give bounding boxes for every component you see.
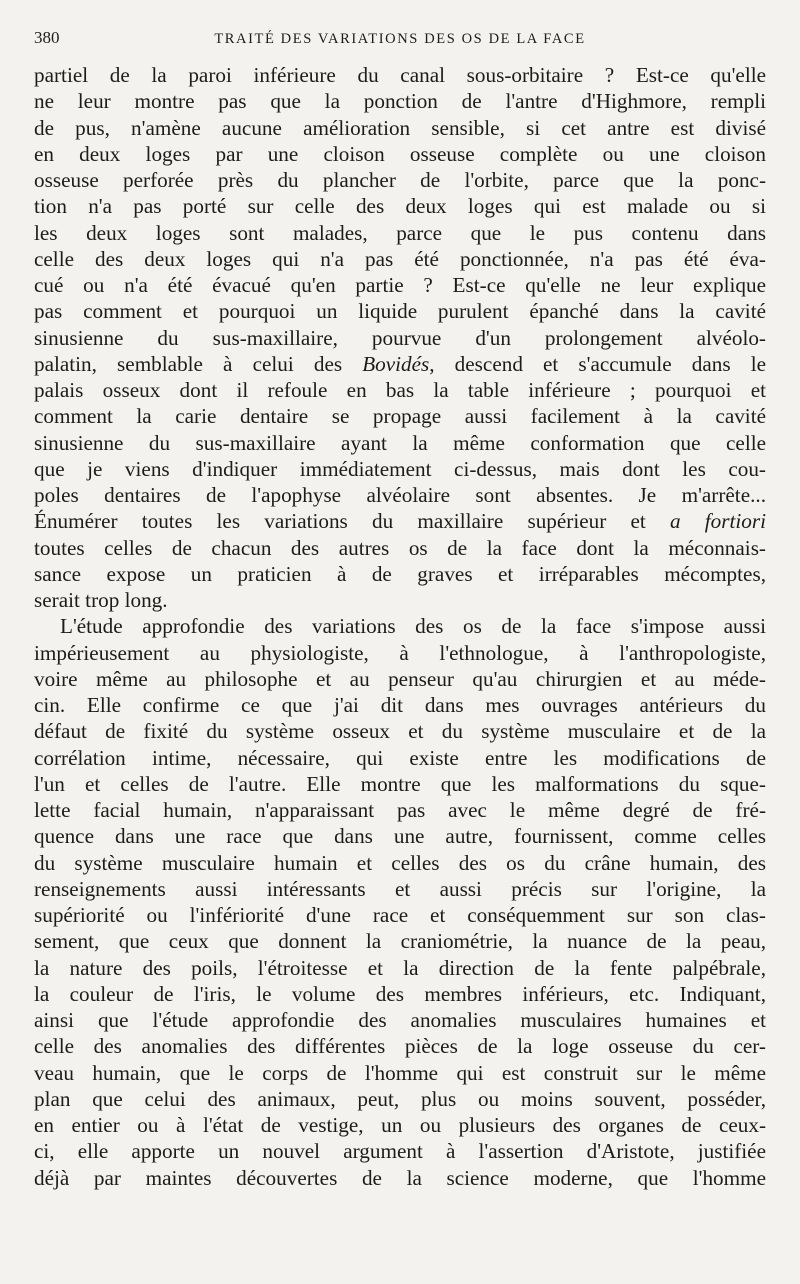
- text-line: l'un et celles de l'autre. Elle montre que les malformations du sque-: [34, 771, 766, 796]
- text-line: sance expose un praticien à de graves et irréparables mécomptes,: [34, 561, 766, 586]
- text-line: celle des deux loges qui n'a pas été ponctionnée, n'a pas été éva-: [34, 246, 766, 271]
- text-line: L'étude approfondie des variations des os de la face s'impose aussi: [60, 614, 766, 639]
- text-segment: Énumérer toutes les variations du maxillaire supérieur et: [34, 509, 670, 534]
- text-line: sinusienne du sus-maxillaire, pourvue d'un prolongement alvéolo-: [34, 325, 766, 350]
- text-line: en entier ou à l'état de vestige, un ou plusieurs des organes de ceux-: [34, 1113, 766, 1137]
- text-line: [34, 508, 766, 534]
- text-line: impérieusement au physiologiste, à l'ethnologue, à l'anthropologiste,: [34, 640, 766, 665]
- text-line: de pus, n'amène aucune amélioration sensible, si cet antre est divisé: [34, 115, 766, 140]
- text-line: ne leur montre pas que la ponction de l'antre d'Highmore, rempli: [34, 89, 766, 114]
- text-line: corrélation intime, nécessaire, qui existe entre les modifications de: [34, 745, 766, 770]
- text-line: sement, que ceux que donnent la craniométrie, la nuance de la peau,: [34, 929, 766, 954]
- text-line: renseignements aussi intéressants et aussi précis sur l'origine, la: [34, 876, 766, 901]
- text-line: plan que celui des animaux, peut, plus ou moins souvent, posséder,: [34, 1086, 766, 1111]
- text-line: celle des anomalies des différentes pièces de la loge osseuse du cer-: [34, 1034, 766, 1059]
- text-line: cué ou n'a été évacué qu'en partie ? Est-ce qu'elle ne leur explique: [34, 273, 766, 297]
- page-number: 380: [34, 28, 60, 47]
- text-line: que je viens d'indiquer immédiatement ci-dessus, mais dont les cou-: [34, 456, 766, 481]
- text-line: serait trop long.: [34, 588, 168, 612]
- text-line: supériorité ou l'infériorité d'une race et conséquemment sur son clas-: [34, 903, 766, 927]
- text-line: palais osseux dont il refoule en bas la table inférieure ; pourquoi et: [34, 378, 766, 402]
- text-line: quence dans une race que dans une autre, fournissent, comme celles: [34, 824, 766, 849]
- text-line: tion n'a pas porté sur celle des deux loges qui est malade ou si: [34, 194, 766, 219]
- text-line: la couleur de l'iris, le volume des membres inférieurs, etc. Indiquant,: [34, 981, 766, 1006]
- text-line: défaut de fixité du système osseux et du système musculaire et de la: [34, 719, 766, 744]
- text-line: ainsi que l'étude approfondie des anomalies musculaires humaines et: [34, 1008, 766, 1032]
- text-line: déjà par maintes découvertes de la science moderne, que l'homme: [34, 1165, 766, 1190]
- text-segment: palatin, semblable à celui des: [34, 351, 363, 376]
- text-line: partiel de la paroi inférieure du canal sous-orbitaire ? Est-ce qu'elle: [34, 63, 766, 87]
- text-line: poles dentaires de l'apophyse alvéolaire sont absentes. Je m'arrête...: [34, 483, 766, 507]
- text-line: sinusienne du sus-maxillaire ayant la même conformation que celle: [34, 430, 766, 455]
- text-line: veau humain, que le corps de l'homme qui est construit sur le même: [34, 1060, 766, 1085]
- running-title: TRAITÉ DES VARIATIONS DES OS DE LA FACE: [214, 31, 586, 47]
- italic-term: a fortiori: [669, 509, 766, 534]
- text-line: en deux loges par une cloison osseuse complète ou une cloison: [34, 141, 766, 166]
- body-text: [34, 62, 766, 1191]
- text-line: cin. Elle confirme ce que j'ai dit dans mes ouvrages antérieurs du: [34, 693, 766, 717]
- text-line: osseuse perforée près du plancher de l'orbite, parce que la ponc-: [34, 168, 766, 192]
- text-line: les deux loges sont malades, parce que le pus contenu dans: [34, 220, 766, 245]
- text-line: pas comment et pourquoi un liquide purulent épanché dans la cavité: [34, 299, 766, 324]
- text-line: lette facial humain, n'apparaissant pas avec le même degré de fré-: [34, 798, 766, 822]
- text-line: la nature des poils, l'étroitesse et la direction de la fente palpébrale,: [34, 955, 766, 980]
- text-segment: , descend et s'accumule dans le: [429, 351, 766, 376]
- text-line: toutes celles de chacun des autres os de la face dont la méconnais-: [34, 535, 766, 560]
- text-line: comment la carie dentaire se propage aussi facilement à la cavité: [34, 404, 766, 429]
- page-header: [34, 28, 766, 58]
- text-line: [34, 351, 766, 377]
- text-line: voire même au philosophe et au penseur qu'au chirurgien et au méde-: [34, 666, 766, 691]
- text-line: du système musculaire humain et celles des os du crâne humain, des: [34, 850, 766, 875]
- text-line: ci, elle apporte un nouvel argument à l'assertion d'Aristote, justifiée: [34, 1139, 766, 1164]
- italic-term: Bovidés: [362, 351, 430, 376]
